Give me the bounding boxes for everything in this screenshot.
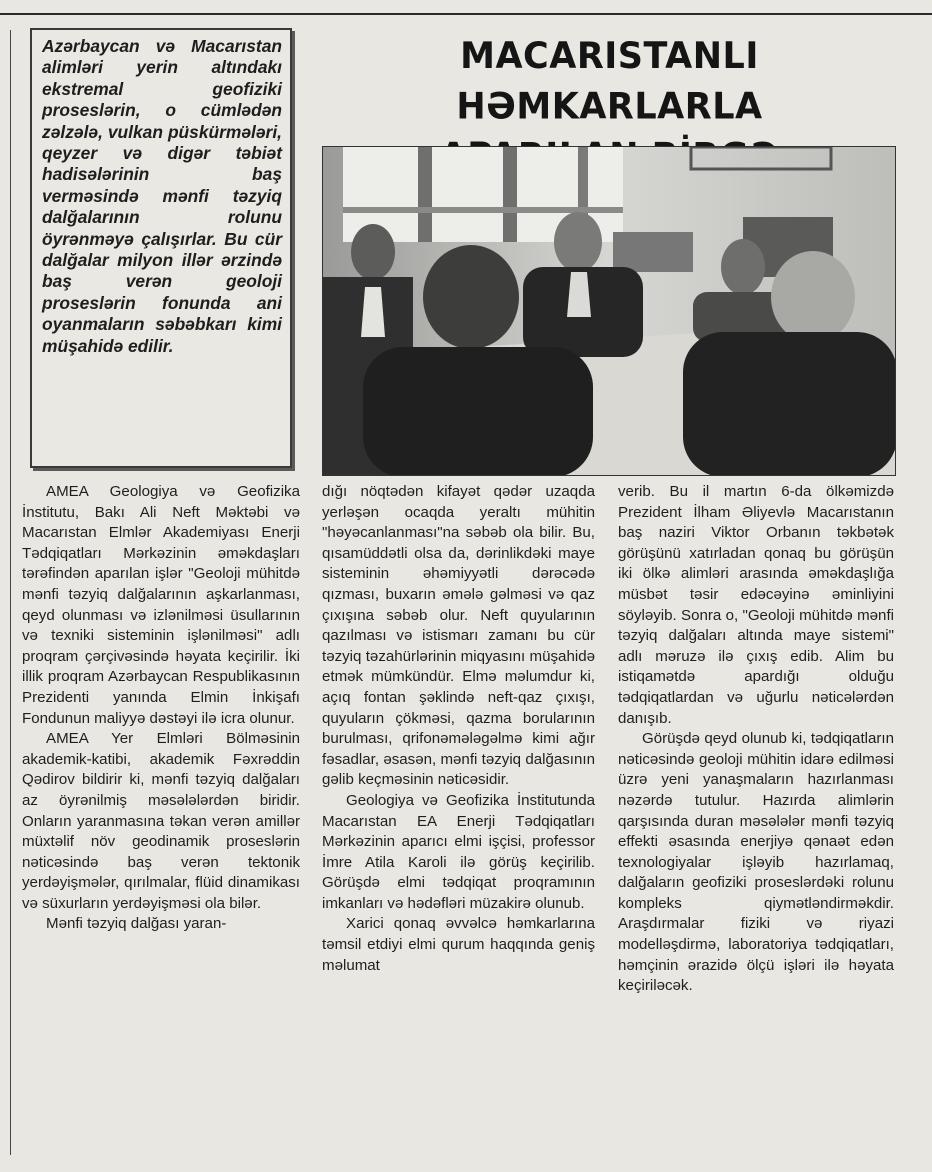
top-rule [0, 13, 932, 15]
column-3-paragraph-1: verib. Bu il martın 6-da ölkəmizdə Prezident İlham Əliyevlə Macarıstanın baş naziri Viktor Orbanın təkbətək görüşünü xatırladan qonaq bu görüşün iki ölkə alimləri arasında əməkdaşlığa müsbət təsir edəcəyinə əminliyini söyləyib. Sonra o, "Geoloji mühitdə mənfi təzyiq dalğaları altında maye sistemi" adlı məruzə ilə çıxış edib. Alim bu istiqamətdə apardığı olduğu tədqiqatlardan və uğurlu nəticələrdən danışıb. [618, 483, 894, 727]
meeting-photo [322, 146, 896, 476]
meeting-photo-illustration [323, 147, 896, 476]
column-1-paragraph-2: AMEA Yer Elmləri Bölməsinin akademik-katibi, akademik Fəxrəddin Qədirov bildirir ki, mənfi təzyiq dalğaları az öyrənilmiş məsələlərdən biridir. Onların yaranmasına təkan verən amillər müxtəlif növ geodinamik proseslərin nəticəsində baş verən tektonik yerdəyişmələr, qırılmalar, flüid dinamikası və süxurların yerdəyişməsi ola bilər. [22, 730, 300, 912]
column-1-paragraph-3: Mənfi təzyiq dalğası yaran- [46, 915, 227, 933]
column-2-paragraph-3: Xarici qonaq əvvəlcə həmkarlarına təmsil etdiyi elmi qurum haqqında geniş məlumat [322, 915, 595, 974]
column-1-paragraph-1: AMEA Geologiya və Geofizika İnstitutu, Bakı Ali Neft Məktəbi və Macarıstan Elmlər Akademiyası Enerji Tədqiqatları Mərkəzinin əməkdaşları tərəfindən aparılan işlər "Geoloji mühitdə mənfi təzyiq dalğalarının aşkarlanması, qeyd olunması və izlənilməsi üsullarının və texniki sisteminin işlənilməsi" adlı proqram çərçivəsində həyata keçirilir. İki illik proqram Azərbaycan Respublikasının Prezidenti yanında Elmin İnkişafı Fondunun maliyyə dəstəyi ilə icra olunur. [22, 483, 300, 727]
lead-text: Azərbaycan və Macarıstan alimləri yerin altındakı ekstremal geofiziki proseslərin, o cümlədən zəlzələ, vulkan püskürmələri, qeyzer və digər təbiət hadisələrinin baş verməsində mənfi təzyiq dalğalarının rolunu öyrənməyə çalışırlar. Bu cür dalğalar milyon illər ərzində baş verən geoloji proseslərin fonunda ani oyanmaların səbəbkarı kimi müşahidə edilir. [42, 36, 282, 356]
column-3-paragraph-2: Görüşdə qeyd olunub ki, tədqiqatların nəticəsində geoloji mühitin idarə edilməsi üzrə yeni yanaşmaların hazırlanması nəzərdə tutulur. Hazırda alimlərin qarşısında duran məsələlər mənfi təzyiq effekti əsasında enerjiyə qənaət edən texnologiyalar işləyib hazırlamaq, dalğaların geofiziki proseslərdəki rolunu kompleks qiymətləndirməkdir. Araşdırmalar fiziki və riyazi modelləşdirmə, laboratoriya tədqiqatları, həmçinin ərazidə ölçü işləri ilə həyata keçiriləcək. [618, 730, 894, 995]
left-column-rule [10, 30, 11, 1155]
article-column-2 [322, 482, 595, 976]
article-column-3 [618, 482, 894, 997]
column-2-paragraph-1: dığı nöqtədən kifayət qədər uzaqda yerləşən ocaqda yeraltı mühitin "həyəcanlanması"na səbəb ola bilir. Bu, qısamüddətli olsa da, dərinlikdəki maye sisteminin əhəmiyyətli dərəcədə qızması, buxarın əmələ gəlməsi və qaz çıxışına səbəb olur. Neft quyularının qazılması və istismarı zamanı bu cür təzyiq təzahürlərinin miqyasını müşahidə etmək mümkündür. Elmə məlumdur ki, açıq fontan şəklində neft-qaz çıxışı, quyuların çökməsi, qazma borularının burulması, qrifonəmələgəlmə kimi ağır fəsadlar, əsasən, mənfi təzyiq dalğasının gəlib keçməsinin nəticəsidir. [322, 483, 595, 789]
article-column-1 [22, 482, 300, 935]
lead-box [30, 28, 292, 468]
column-2-paragraph-2: Geologiya və Geofizika İnstitutunda Macarıstan EA Enerji Tədqiqatları Mərkəzinin aparıcı elmi işçisi, professor İmre Atila Karoli ilə görüş keçirilib. Görüşdə elmi tədqiqat proqramının imkanları və hədəfləri müzakirə olunub. [322, 791, 595, 912]
headline-line-1: MACARISTANLI HƏMKARLARLA [456, 35, 763, 128]
